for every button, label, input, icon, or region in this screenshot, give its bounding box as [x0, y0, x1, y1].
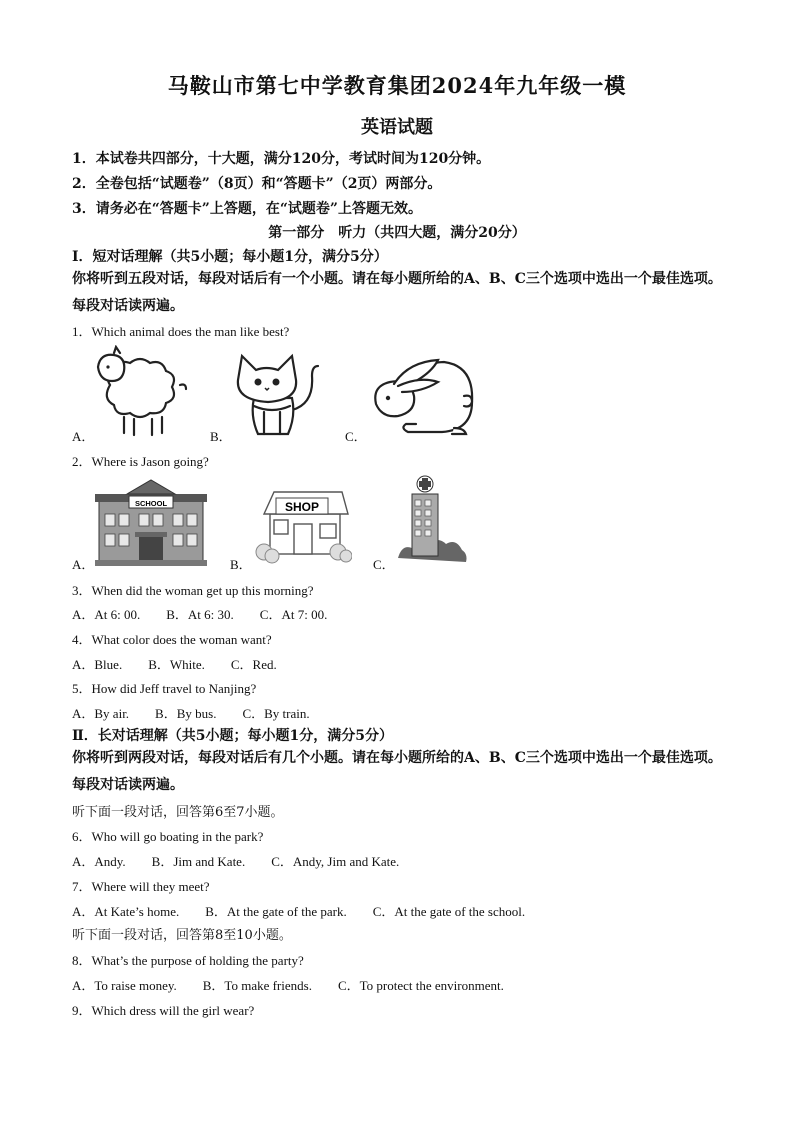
q8-options: A．To raise money. B．To make friends. C．To protect the environment.: [72, 978, 504, 993]
section2-instruction: 你将听到两段对话，每段对话后有几个小题。请在每小题所给的A、B、C三个选项中选出一个最佳选项。每段对话读两遍。: [72, 750, 722, 793]
page-subtitle: 英语试题: [361, 117, 433, 138]
part1-heading: 第一部分 听力（共四大题，满分20分）: [268, 225, 526, 241]
svg-text:SHOP: SHOP: [284, 500, 320, 514]
q8-stem: 8．What’s the purpose of holding the party?: [72, 953, 304, 968]
q5-options: A．By air. B．By bus. C．By train.: [72, 706, 310, 721]
section1-heading: Ⅰ．短对话理解（共5小题；每小题1分，满分5分）: [72, 249, 388, 265]
group2-instruction: 听下面一段对话，回答第8至10小题。: [72, 928, 292, 943]
group1-instruction: 听下面一段对话，回答第6至7小题。: [72, 805, 284, 820]
cat-icon: [232, 350, 324, 440]
q3-stem: 3．When did the woman get up this morning?: [72, 583, 314, 598]
q3-options: A．At 6: 00. B．At 6: 30. C．At 7: 00.: [72, 607, 328, 622]
sheep-icon: [90, 345, 190, 440]
q1-option-c-label: C．: [345, 429, 367, 444]
shop-icon: [254, 484, 352, 564]
q1-option-a-label: A．: [72, 429, 95, 444]
q6-stem: 6．Who will go boating in the park?: [72, 829, 264, 844]
q2-option-c-label: C．: [373, 557, 395, 572]
q4-options: A．Blue. B．White. C．Red.: [72, 657, 277, 672]
q1-option-b-label: B．: [210, 429, 232, 444]
q2-stem: 2．Where is Jason going?: [72, 454, 209, 469]
school-building-icon: [95, 476, 207, 566]
note-2: 2．全卷包括“试题卷”（8页）和“答题卡”（2页）两部分。: [72, 176, 442, 192]
q7-options: A．At Kate’s home. B．At the gate of the park. C．At the gate of the school.: [72, 904, 526, 919]
svg-text:SCHOOL: SCHOOL: [134, 499, 168, 508]
page-title: 马鞍山市第七中学教育集团2024年九年级一模: [167, 73, 627, 98]
q1-stem: 1．Which animal does the man like best?: [72, 324, 290, 339]
rabbit-icon: [368, 358, 476, 438]
note-3: 3．请务必在“答题卡”上答题，在“试题卷”上答题无效。: [72, 201, 422, 217]
section2-heading: Ⅱ．长对话理解（共5小题；每小题1分，满分5分）: [72, 728, 394, 744]
q9-stem: 9．Which dress will the girl wear?: [72, 1003, 255, 1018]
q4-stem: 4．What color does the woman want?: [72, 632, 272, 647]
q5-stem: 5．How did Jeff travel to Nanjing?: [72, 681, 257, 696]
note-1: 1．本试卷共四部分，十大题，满分120分，考试时间为120分钟。: [72, 151, 491, 167]
section1-instruction: 你将听到五段对话，每段对话后有一个小题。请在每小题所给的A、B、C三个选项中选出一个最佳选项。每段对话读两遍。: [72, 271, 722, 314]
q7-stem: 7．Where will they meet?: [72, 879, 210, 894]
q2-option-b-label: B．: [230, 557, 252, 572]
q2-option-a-label: A．: [72, 557, 95, 572]
hospital-icon: [396, 474, 468, 566]
q6-options: A．Andy. B．Jim and Kate. C．Andy, Jim and Kate.: [72, 854, 400, 869]
